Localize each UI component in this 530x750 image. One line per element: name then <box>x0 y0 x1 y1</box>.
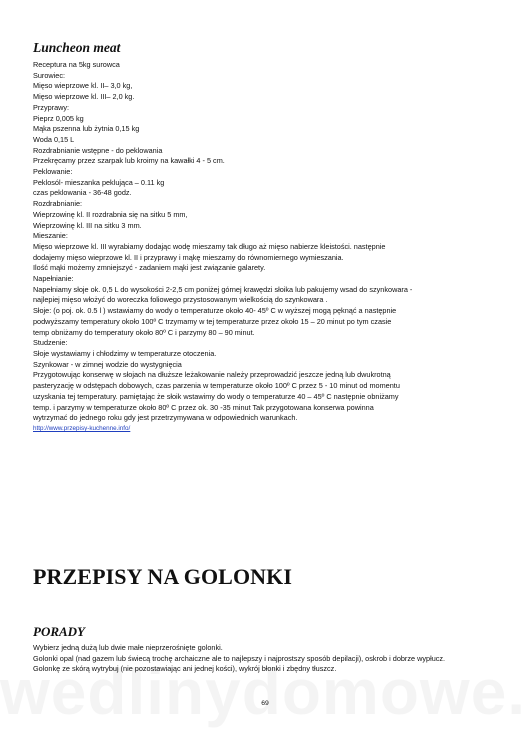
recipe-line: Pieprz 0,005 kg <box>33 113 84 123</box>
recipe-line: Mieszanie: <box>33 231 68 241</box>
recipe-line: Wieprzowinę kl. II rozdrabnia się na sitku 5 mm, <box>33 209 188 219</box>
recipe-line: Słoje: (o poj. ok. 0.5 l ) wstawiamy do wody o temperaturze około 40- 45º C w wyższej mogą pęknąć a następnie <box>33 306 397 316</box>
recipe-line: dodajemy mięso wieprzowe kl. II i przyprawy i mąkę mieszamy do równomiernego wymieszania. <box>33 252 344 262</box>
tips-title: PORADY <box>33 624 85 639</box>
recipe-line: Rozdrabnianie wstępne - do peklowania <box>33 145 163 155</box>
recipe-line: temp obniżamy do temperatury około 80º C i parzymy 80 – 90 minut. <box>33 327 255 337</box>
recipe-line: Rozdrabnianie: <box>33 199 83 209</box>
page-number: 69 <box>261 700 269 707</box>
recipe-line: wytrzymać do jednego roku gdy jest przetrzymywana w odpowiednich warunkach. <box>33 413 298 423</box>
recipe-line: Przekręcamy przez szarpak lub kroimy na kawałki 4 - 5 cm. <box>33 156 225 166</box>
recipe-line: Szynkowar - w zimnej wodzie do wystygnięcia <box>33 359 182 369</box>
recipe-line: Peklosól- mieszanka peklująca – 0.11 kg <box>33 177 165 187</box>
recipe-line: Peklowanie: <box>33 167 73 177</box>
source-link[interactable]: http://www.przepisy-kuchenne.info/ <box>33 424 131 432</box>
chapter-title: PRZEPISY NA GOLONKI <box>33 564 293 589</box>
recipe-line: Wieprzowinę kl. III na sitku 3 mm. <box>33 220 142 230</box>
recipe-line: Napełniamy słoje ok. 0,5 L do wysokości 2-2,5 cm poniżej górnej krawędzi słoika lub pakujemy wsad do szynkowara - <box>33 284 413 294</box>
recipe-title: Luncheon meat <box>33 40 121 55</box>
recipe-line: Woda 0,15 L <box>33 134 75 144</box>
recipe-line: Surowiec: <box>33 70 66 80</box>
tips-line: Golonkę ze skórą wytrybuj (nie pozostawiając ani jednej kości), wykrój błonki i zbędny tłuszcz. <box>33 664 337 674</box>
recipe-line: Receptura na 5kg surowca <box>33 60 120 69</box>
recipe-line: Przyprawy: <box>33 102 70 112</box>
recipe-body <box>33 60 505 433</box>
tips-line: Golonki opal (nad gazem lub świecą trochę archaiczne ale to najlepszy i najprostszy sposób depilacji), oskrob i dobrze wypłucz. <box>33 653 446 663</box>
recipe-line: czas peklowania - 36-48 godz. <box>33 188 132 198</box>
recipe-line: Napełnianie: <box>33 274 74 284</box>
recipe-line: Studzenie: <box>33 338 68 348</box>
recipe-line: Mięso wieprzowe kl. II– 3,0 kg, <box>33 81 133 91</box>
recipe-line: temp. i parzymy w temperaturze około 80º C przez ok. 30 -35 minut Tak przygotowana konserwa powinna <box>33 402 374 412</box>
recipe-line: pasteryzację w odstępach dobowych, czas parzenia w temperaturze około 100º C przez 5 - 10 minut od momentu <box>33 381 400 391</box>
recipe-line: podwyższamy temperatury około 100º C trzymamy w tej temperaturze przez około 15 – 20 minut po tym czasie <box>33 316 392 326</box>
recipe-line: Słoje wystawiamy i chłodzimy w temperaturze otoczenia. <box>33 348 217 358</box>
tips-body <box>33 643 505 675</box>
recipe-line: Mięso wieprzowe kl. III wyrabiamy dodając wodę mieszamy tak długo aż mięso nabierze kleistości. następnie <box>33 241 386 251</box>
recipe-line: Mąka pszenna lub żytnia 0,15 kg <box>33 124 140 134</box>
recipe-line: Przygotowując konserwę w słojach na dłuższe leżakowanie należy przeprowadzić jeszcze jedną lub dwukrotną <box>33 370 391 380</box>
recipe-line: Mięso wieprzowe kl. III– 2,0 kg. <box>33 92 135 102</box>
recipe-line: najlepiej mięso włożyć do woreczka foliowego przystosowanym wielkością do szynkowara . <box>33 295 328 305</box>
recipe-line: Ilość mąki możemy zmniejszyć - zadaniem mąki jest związanie galarety. <box>33 263 266 273</box>
recipe-line: uzyskania tej temperatury. pamiętając że słoik wstawimy do wody o temperaturze 40 – 45º C następnie obniżamy <box>33 391 399 401</box>
tips-line: Wybierz jedną dużą lub dwie małe nieprzerośnięte golonki. <box>33 643 223 652</box>
